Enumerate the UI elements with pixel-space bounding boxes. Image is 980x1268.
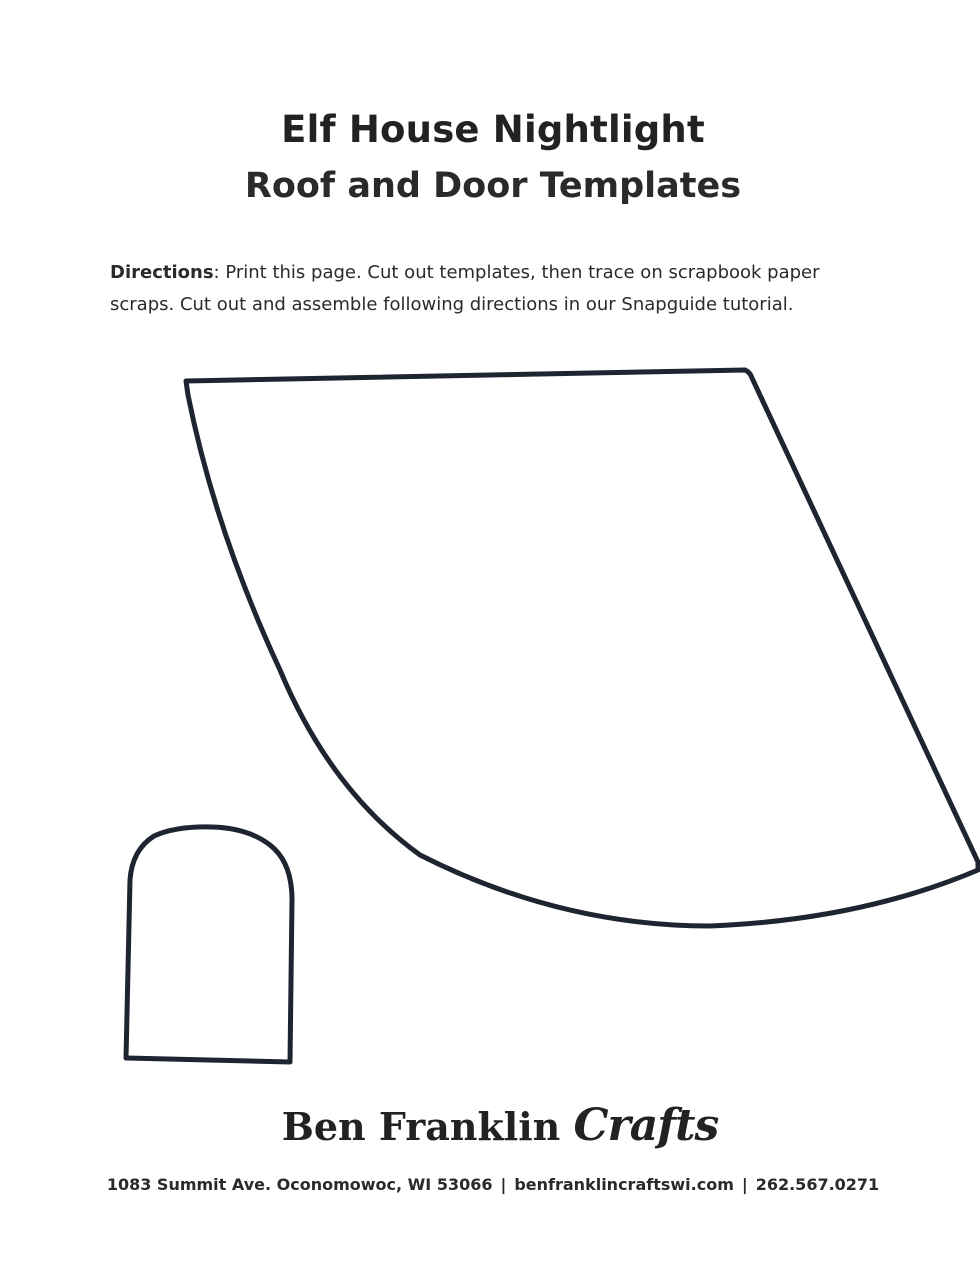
footer-separator: | [741,1175,748,1194]
brand-name: Ben Franklin [281,1104,561,1149]
footer-website: benfranklincraftswi.com [514,1175,734,1194]
roof-template-outline [186,370,978,926]
page-subtitle: Roof and Door Templates [244,166,742,206]
directions-body: : Print this page. Cut out templates, then trace on scrapbook paper scraps. Cut out and assemble following directions in our Snapguide tutorial. [110,262,820,315]
directions-label: Directions [110,262,214,283]
footer-separator: | [500,1175,507,1194]
footer-contact [0,1175,980,1194]
footer-phone: 262.567.0271 [755,1175,880,1194]
door-template-outline [126,827,292,1062]
brand-script: Crafts [573,1100,719,1151]
footer-address: 1083 Summit Ave. Oconomowoc, WI 53066 [106,1175,493,1194]
brand-logo [0,1100,980,1151]
page-title: Elf House Nightlight [281,108,705,151]
